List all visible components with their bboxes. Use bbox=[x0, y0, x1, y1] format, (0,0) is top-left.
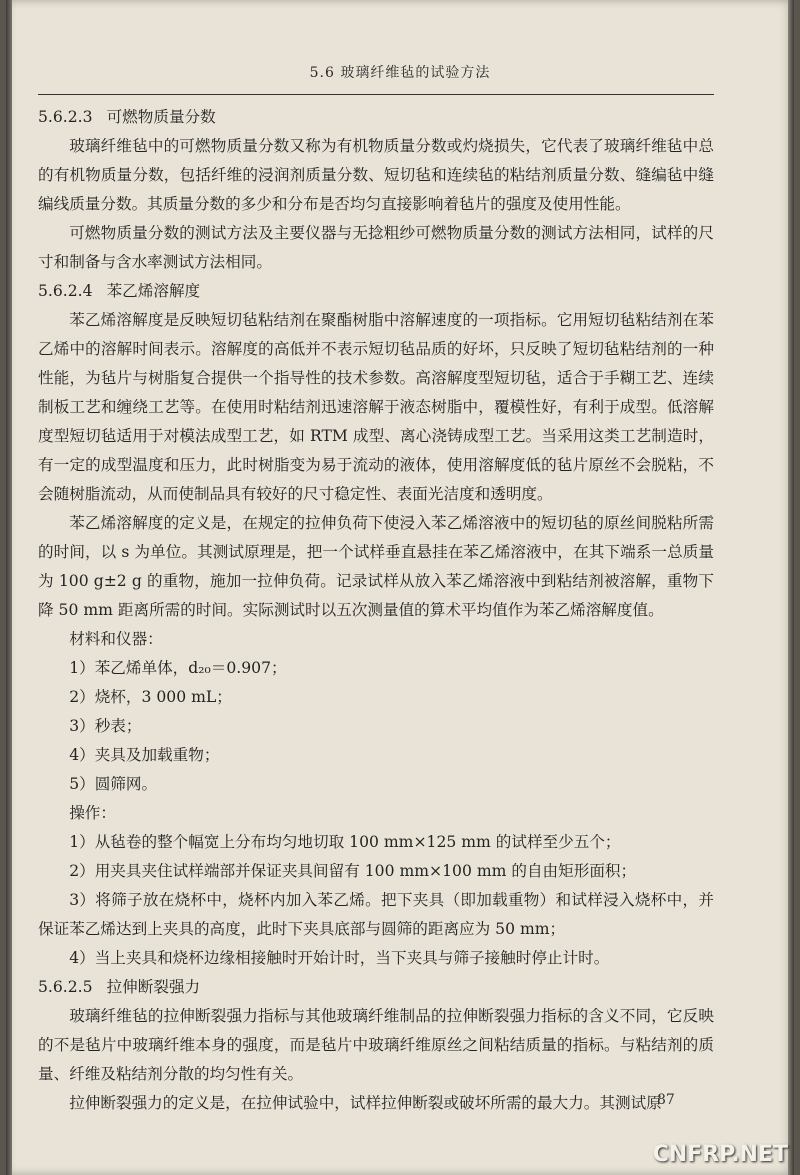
paragraph: 拉伸断裂强力的定义是，在拉伸试验中，试样拉伸断裂或破坏所需的最大力。其测试原 bbox=[69, 1094, 662, 1112]
materials-list-item: 4）夹具及加载重物； bbox=[69, 746, 220, 764]
site-watermark: CNFRP.NET bbox=[652, 1142, 788, 1167]
paragraph: 玻璃纤维毡的拉伸断裂强力指标与其他玻璃纤维制品的拉伸断裂强力指标的含义不同，它反映的不是毡片中玻璃纤维本身的强度，而是毡片中玻璃纤维原丝之间粘结质量的指标。与粘结剂的质量、纤维及粘结剂分散的均匀性有关。 bbox=[38, 1007, 714, 1083]
page-edge-shadow bbox=[788, 0, 794, 1175]
operations-list-item: 1）从毡卷的整个幅宽上分布均匀地切取 100 mm×125 mm 的试样至少五个； bbox=[69, 833, 621, 851]
operations-list-item: 4）当上夹具和烧杯边缘相接触时开始计时，当下夹具与筛子接触时停止计时。 bbox=[69, 949, 610, 967]
book-page bbox=[6, 0, 794, 1175]
paragraph: 玻璃纤维毡中的可燃物质量分数又称为有机物质量分数或灼烧损失，它代表了玻璃纤维毡中总的有机物质量分数，包括纤维的浸润剂质量分数、短切毡和连续毡的粘结剂质量分数、缝编毡中缝编线质量分数。其质量分数的多少和分布是否均匀直接影响着毡片的强度及使用性能。 bbox=[38, 137, 714, 213]
operations-list-item: 3）将筛子放在烧杯中，烧杯内加入苯乙烯。把下夹具（即加载重物）和试样浸入烧杯中，并保证苯乙烯达到上夹具的高度，此时下夹具底部与圆筛的距离应为 50 mm； bbox=[38, 891, 714, 938]
section-number: 5.6.2.3 bbox=[38, 108, 93, 126]
page-binding-shadow bbox=[6, 0, 12, 1175]
section-title: 苯乙烯溶解度 bbox=[106, 282, 201, 300]
section-number: 5.6.2.4 bbox=[38, 282, 93, 300]
operations-list-item: 2）用夹具夹住试样端部并保证夹具间留有 100 mm×100 mm 的自由矩形面积； bbox=[69, 862, 637, 880]
materials-list-item: 3）秒表； bbox=[69, 717, 142, 735]
paragraph: 可燃物质量分数的测试方法及主要仪器与无捻粗纱可燃物质量分数的测试方法相同，试样的尺寸和制备与含水率测试方法相同。 bbox=[38, 224, 714, 271]
materials-label: 材料和仪器： bbox=[69, 630, 163, 648]
page-number: 87 bbox=[657, 1092, 675, 1108]
section-title: 可燃物质量分数 bbox=[106, 108, 216, 126]
section-number: 5.6.2.5 bbox=[38, 978, 93, 996]
materials-list-item: 5）圆筛网。 bbox=[69, 775, 158, 793]
section-title: 拉伸断裂强力 bbox=[106, 978, 201, 996]
running-head: 5.6 玻璃纤维毡的试验方法 bbox=[309, 65, 491, 81]
section-heading-styrene-solubility bbox=[38, 277, 714, 306]
materials-list-item: 2）烧杯，3 000 mL； bbox=[69, 688, 232, 706]
header-rule bbox=[38, 94, 714, 95]
operations-label: 操作： bbox=[69, 804, 116, 822]
paragraph: 苯乙烯溶解度是反映短切毡粘结剂在聚酯树脂中溶解速度的一项指标。它用短切毡粘结剂在苯乙烯中的溶解时间表示。溶解度的高低并不表示短切毡品质的好坏，只反映了短切毡粘结剂的一种性能，为毡片与树脂复合提供一个指导性的技术参数。高溶解度型短切毡，适合于手糊工艺、连续制板工艺和缠绕工艺等。在使用时粘结剂迅速溶解于液态树脂中，覆模性好，有利于成型。低溶解度型短切毡适用于对模法成型工艺，如 RTM 成型、离心浇铸成型工艺。当采用这类工艺制造时，有一定的成型温度和压力，此时树脂变为易于流动的液体，使用溶解度低的毡片原丝不会脱粘，不会随树脂流动，从而使制品具有较好的尺寸稳定性、表面光洁度和透明度。 bbox=[38, 311, 714, 503]
paragraph: 苯乙烯溶解度的定义是，在规定的拉伸负荷下使浸入苯乙烯溶液中的短切毡的原丝间脱粘所需的时间，以 s 为单位。其测试原理是，把一个试样垂直悬挂在苯乙烯溶液中，在其下端系一总质量为 100 g±2 g 的重物，施加一拉伸负荷。记录试样从放入苯乙烯溶液中到粘结剂被溶解，重物下降 50 mm 距离所需的时间。实际测试时以五次测量值的算术平均值作为苯乙烯溶解度值。 bbox=[38, 514, 714, 619]
section-heading-tensile-strength bbox=[38, 973, 714, 1002]
body-text bbox=[38, 103, 714, 1118]
materials-list-item: 1）苯乙烯单体，d₂₀＝0.907； bbox=[69, 659, 287, 677]
section-heading-combustible bbox=[38, 103, 714, 132]
